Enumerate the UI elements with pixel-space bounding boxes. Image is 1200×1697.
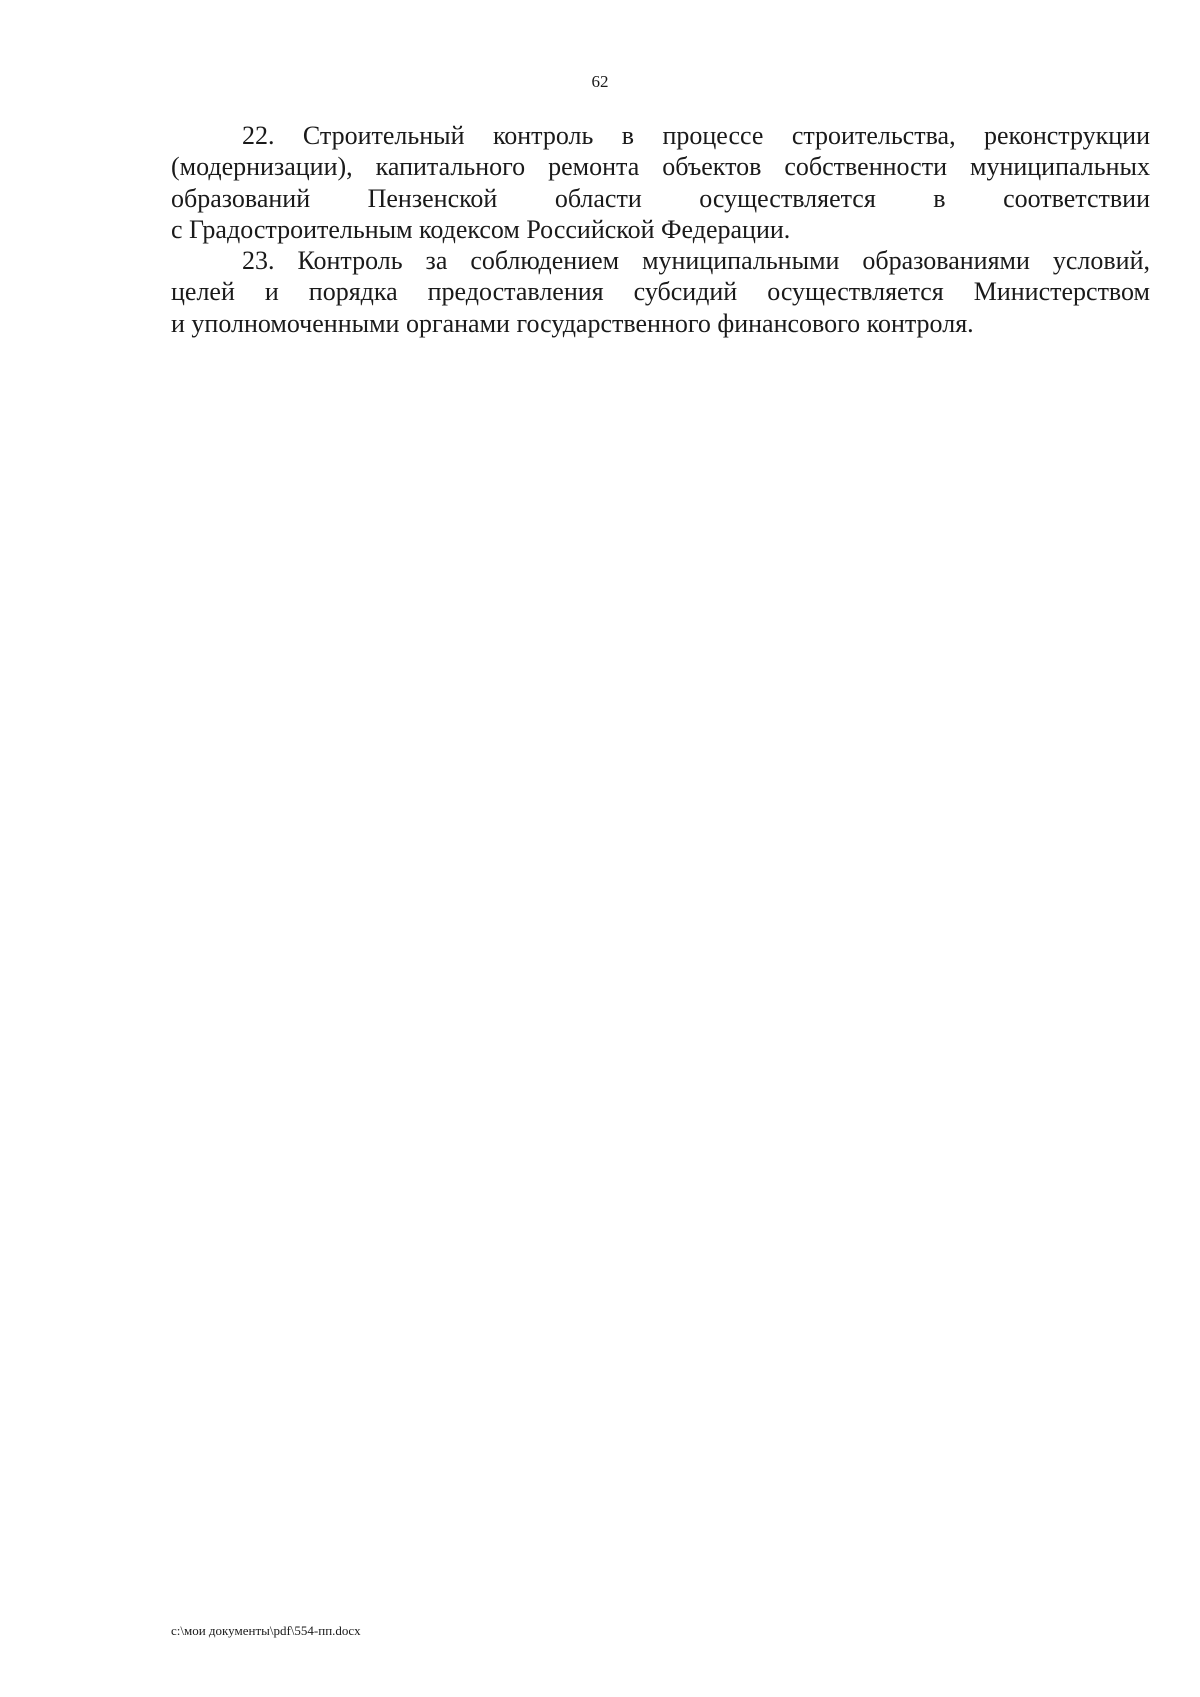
paragraph-line: образований Пензенской области осуществляется в соответствии xyxy=(171,183,1150,213)
footer-file-path: c:\мои документы\pdf\554-пп.docx xyxy=(171,1623,361,1638)
paragraph-line: (модернизации), капитального ремонта объектов собственности муниципальных xyxy=(171,152,1150,182)
paragraph-line: целей и порядка предоставления субсидий осуществляется Министерством xyxy=(171,277,1150,307)
paragraph-23 xyxy=(171,245,1150,339)
paragraph-line: 22. Строительный контроль в процессе строительства, реконструкции xyxy=(242,121,1150,150)
paragraph-22 xyxy=(171,120,1150,245)
paragraph-line: 23. Контроль за соблюдением муниципальными образованиями условий, xyxy=(242,246,1150,276)
paragraph-line: и уполномоченными органами государственного финансового контроля. xyxy=(171,308,974,338)
document-body xyxy=(171,120,1150,339)
page-number: 62 xyxy=(591,72,609,91)
paragraph-line: с Градостроительным кодексом Российской Федерации. xyxy=(171,214,791,244)
